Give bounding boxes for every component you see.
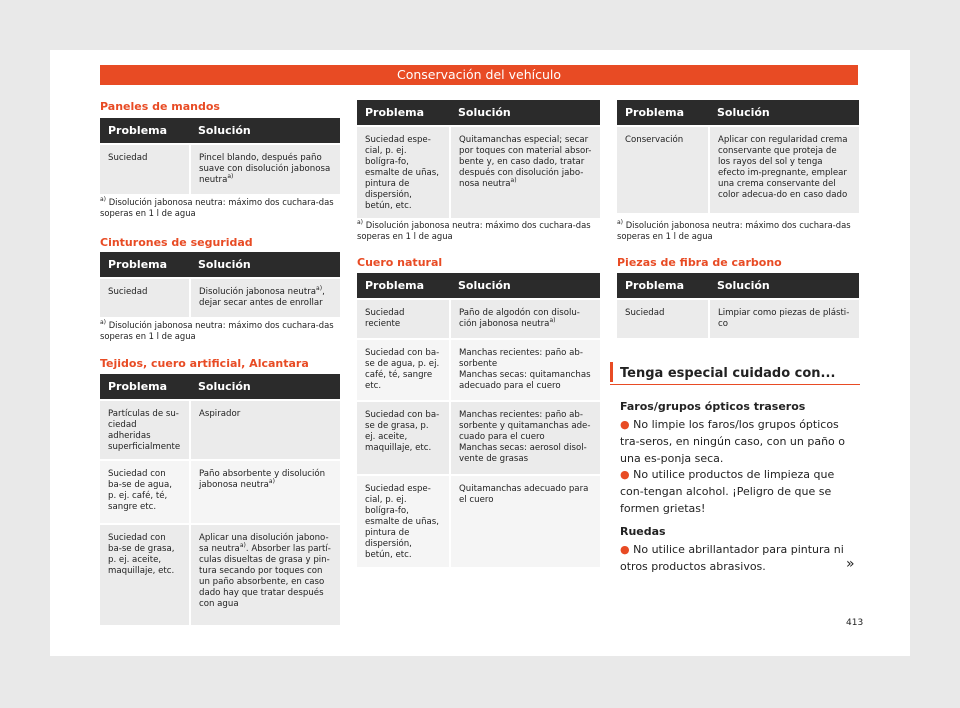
- footnote-ref: a): [239, 542, 246, 550]
- problem-cell: Suciedad reciente: [357, 299, 450, 339]
- section-title-cuero: Cuero natural: [357, 256, 443, 269]
- solution-cell: Pincel blando, después paño suave con disolución jabonosa neutra$^{a)}$: [190, 144, 340, 194]
- page-header-banner: Conservación del vehículo: [100, 65, 858, 85]
- col-header-solution: Solución: [709, 100, 859, 126]
- problem-cell: Suciedad: [100, 144, 190, 194]
- solution-cell: Aplicar con regularidad crema conservante que proteja de los rayos del sol y tenga efecto im-pregnante, emplear una crema conservante del color adecua-do en caso dado: [709, 126, 859, 213]
- section-title-tejidos: Tejidos, cuero artificial, Alcantara: [100, 357, 309, 370]
- footnote-ref: a): [510, 177, 517, 185]
- bullet-icon: ●: [620, 418, 630, 431]
- problem-cell: Suciedad espe-cial, p. ej. bolígra-fo, esmalte de uñas, pintura de dispersión, betún, etc.: [357, 475, 450, 567]
- col-header-solution: Solución: [450, 273, 600, 299]
- problem-cell: Suciedad con ba-se de agua, p. ej. café, té, sangre etc.: [357, 339, 450, 401]
- table-row: [100, 278, 340, 317]
- problem-cell: Suciedad con ba-se de agua, p. ej. café, té, sangre etc.: [100, 460, 190, 524]
- solution-cell: Aplicar una disolución jabono-sa neutra$^{a)}$. Absorber las partí-culas disueltas de grasa y pin-tura secando por toques con un paño absorbente, en caso dado hay que tratar después con agua: [190, 524, 340, 625]
- faros-heading: Faros/grupos ópticos traseros: [620, 400, 806, 413]
- section-title-cinturones: Cinturones de seguridad: [100, 236, 253, 249]
- continue-arrow-icon: »: [846, 556, 855, 572]
- solution-cell: Paño de algodón con disolu-ción jabonosa neutra$^{a)}$: [450, 299, 600, 339]
- table-row: [357, 339, 600, 401]
- footnote: $^{a)}$ Disolución jabonosa neutra: máximo dos cuchara-das soperas en 1 l de agua: [617, 219, 851, 241]
- solution-cell: Quitamanchas adecuado para el cuero: [450, 475, 600, 567]
- solution-cell: Limpiar como piezas de plásti-co: [709, 299, 859, 338]
- col-header-problem: Problema: [357, 273, 450, 299]
- callout-title: Tenga especial cuidado con...: [620, 366, 836, 381]
- solution-cell: Aspirador: [190, 400, 340, 460]
- table-row: [357, 401, 600, 475]
- footnote-ref: a): [268, 478, 275, 486]
- footnote-ref: a): [549, 317, 556, 325]
- section-title-carbono: Piezas de fibra de carbono: [617, 256, 782, 269]
- table-cinturones: [100, 252, 340, 317]
- col-header-problem: Problema: [357, 100, 450, 126]
- solution-cell: Quitamanchas especial; secar por toques con material absor-bente y, en caso dado, tratar después con disolución jabo-nosa neutra$^{a)}$: [450, 126, 600, 218]
- ruedas-bullet-1: ● No utilice abrillantador para pintura ni otros productos abrasivos.: [620, 543, 844, 573]
- callout-accent-bar: [610, 362, 613, 382]
- col-header-solution: Solución: [450, 100, 600, 126]
- table-col2-top: [357, 100, 600, 218]
- table-carbono: [617, 273, 859, 338]
- footnote-ref: a): [316, 285, 323, 293]
- col-header-solution: Solución: [709, 273, 859, 299]
- bullet-icon: ●: [620, 468, 630, 481]
- table-paneles: [100, 118, 340, 194]
- col-header-problem: Problema: [100, 118, 190, 144]
- footnote: $^{a)}$ Disolución jabonosa neutra: máximo dos cuchara-das soperas en 1 l de agua: [100, 196, 334, 218]
- solution-cell: Manchas recientes: paño ab-sorbente y quitamanchas ade-cuado para el cuero Manchas secas: aerosol disol-vente de grasas: [450, 401, 600, 475]
- problem-cell: Suciedad: [617, 299, 709, 338]
- bullet-icon: ●: [620, 543, 630, 556]
- table-row: [617, 299, 859, 338]
- ruedas-heading: Ruedas: [620, 525, 666, 538]
- problem-cell: Partículas de su-ciedad adheridas superficialmente: [100, 400, 190, 460]
- table-cuero: [357, 273, 600, 567]
- col-header-problem: Problema: [617, 100, 709, 126]
- col-header-solution: Solución: [190, 252, 340, 278]
- col-header-problem: Problema: [100, 252, 190, 278]
- table-row: [100, 460, 340, 524]
- table-tejidos: [100, 374, 340, 625]
- table-row: [357, 126, 600, 218]
- solution-cell: Paño absorbente y disolución jabonosa neutra$^{a)}$: [190, 460, 340, 524]
- table-col3-top: [617, 100, 859, 213]
- footnote-ref: a): [227, 173, 234, 181]
- callout-divider: [610, 384, 860, 385]
- table-row: [617, 126, 859, 213]
- problem-cell: Suciedad: [100, 278, 190, 317]
- table-row: [357, 475, 600, 567]
- solution-cell: Disolución jabonosa neutra$^{a)}$, dejar secar antes de enrollar: [190, 278, 340, 317]
- table-row: [100, 144, 340, 194]
- table-row: [100, 524, 340, 625]
- faros-bullet-2: ● No utilice productos de limpieza que con-tengan alcohol. ¡Peligro de que se formen grietas!: [620, 468, 835, 515]
- problem-cell: Suciedad con ba-se de grasa, p. ej. aceite, maquillaje, etc.: [100, 524, 190, 625]
- faros-bullet-1: ● No limpie los faros/los grupos ópticos tra-seros, en ningún caso, con un paño o una es-ponja seca.: [620, 418, 846, 465]
- problem-cell: Conservación: [617, 126, 709, 213]
- col-header-problem: Problema: [617, 273, 709, 299]
- section-title-paneles: Paneles de mandos: [100, 100, 220, 113]
- col-header-problem: Problema: [100, 374, 190, 400]
- footnote: $^{a)}$ Disolución jabonosa neutra: máximo dos cuchara-das soperas en 1 l de agua: [357, 219, 591, 241]
- col-header-solution: Solución: [190, 374, 340, 400]
- col-header-solution: Solución: [190, 118, 340, 144]
- table-row: [357, 299, 600, 339]
- table-row: [100, 400, 340, 460]
- page-number: 413: [846, 618, 864, 628]
- problem-cell: Suciedad con ba-se de grasa, p. ej. aceite, maquillaje, etc.: [357, 401, 450, 475]
- solution-cell: Manchas recientes: paño ab-sorbente Manchas secas: quitamanchas adecuado para el cuero: [450, 339, 600, 401]
- footnote: $^{a)}$ Disolución jabonosa neutra: máximo dos cuchara-das soperas en 1 l de agua: [100, 319, 334, 341]
- problem-cell: Suciedad espe-cial, p. ej. bolígra-fo, esmalte de uñas, pintura de dispersión, betún, etc.: [357, 126, 450, 218]
